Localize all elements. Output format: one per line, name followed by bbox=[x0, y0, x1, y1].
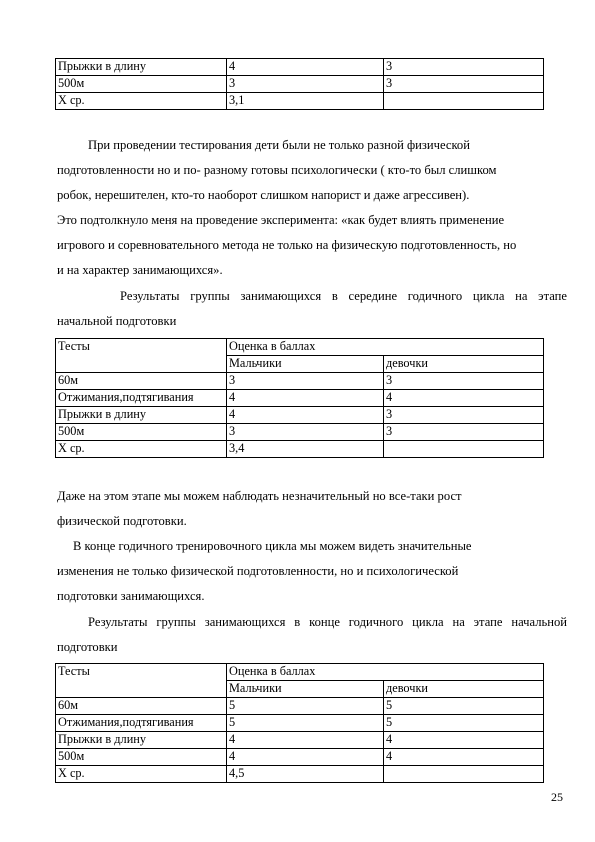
paragraph-line: подготовленности но и по- разному готовы психологически ( кто-то был слишком bbox=[57, 163, 497, 177]
table-row bbox=[56, 766, 544, 783]
table-cell: 4,5 bbox=[227, 766, 384, 783]
table-cell: Прыжки в длину bbox=[56, 732, 227, 749]
table-cell: X ср. bbox=[56, 766, 227, 783]
table-cell: 5 bbox=[227, 715, 384, 732]
table-row bbox=[56, 732, 544, 749]
table-caption: Результаты группы занимающихся в середине годичного цикла на этапе bbox=[120, 289, 567, 303]
table-cell: 3 bbox=[384, 76, 544, 93]
table-cell: 3 bbox=[384, 407, 544, 424]
column-header-boys: Мальчики bbox=[227, 681, 384, 698]
column-header-boys: Мальчики bbox=[227, 356, 384, 373]
results-table-start bbox=[55, 58, 544, 110]
table-row bbox=[56, 407, 544, 424]
table-cell: 3,1 bbox=[227, 93, 384, 110]
column-header-score: Оценка в баллах bbox=[227, 339, 544, 356]
table-cell: 5 bbox=[384, 715, 544, 732]
column-header-tests: Тесты bbox=[56, 664, 227, 698]
table-row bbox=[56, 715, 544, 732]
paragraph-line: Даже на этом этапе мы можем наблюдать незначительный но все-таки рост bbox=[57, 489, 462, 503]
table-caption-line: начальной подготовки bbox=[57, 314, 177, 328]
table-caption: Результаты группы занимающихся в конце годичного цикла на этапе начальной bbox=[88, 615, 567, 629]
results-table-end bbox=[55, 663, 544, 783]
table-row bbox=[56, 373, 544, 390]
column-header-girls: девочки bbox=[384, 356, 544, 373]
table-cell: Отжимания,подтягивания bbox=[56, 390, 227, 407]
table-cell: 60м bbox=[56, 373, 227, 390]
table-header-row bbox=[56, 339, 544, 356]
table-cell: 3 bbox=[384, 373, 544, 390]
table-cell: 4 bbox=[227, 407, 384, 424]
table-cell: Прыжки в длину bbox=[56, 407, 227, 424]
paragraph-line: подготовки занимающихся. bbox=[57, 589, 205, 603]
paragraph-line: В конце годичного тренировочного цикла мы можем видеть значительные bbox=[73, 539, 472, 553]
table-cell: 4 bbox=[384, 749, 544, 766]
table-cell: 4 bbox=[384, 732, 544, 749]
table-cell: X ср. bbox=[56, 441, 227, 458]
table-cell: Прыжки в длину bbox=[56, 59, 227, 76]
table-cell: 4 bbox=[227, 59, 384, 76]
table-cell: 500м bbox=[56, 424, 227, 441]
table-cell bbox=[384, 766, 544, 783]
table-cell: 500м bbox=[56, 76, 227, 93]
table-cell: 60м bbox=[56, 698, 227, 715]
table-caption-line: подготовки bbox=[57, 640, 118, 654]
paragraph-line: Это подтолкнуло меня на проведение эксперимента: «как будет влиять применение bbox=[57, 213, 505, 227]
column-header-score: Оценка в баллах bbox=[227, 664, 544, 681]
table-row bbox=[56, 441, 544, 458]
table-cell bbox=[384, 93, 544, 110]
paragraph-line: физической подготовки. bbox=[57, 514, 187, 528]
table-cell: 4 bbox=[227, 390, 384, 407]
paragraph-line: игрового и соревновательного метода не только на физическую подготовленность, но bbox=[57, 238, 517, 252]
table-row bbox=[56, 390, 544, 407]
table-cell: 3 bbox=[384, 59, 544, 76]
page-number: 25 bbox=[551, 790, 563, 804]
table-cell: 5 bbox=[227, 698, 384, 715]
column-header-tests: Тесты bbox=[56, 339, 227, 373]
table-cell: 5 bbox=[384, 698, 544, 715]
paragraph-line: робок, нерешителен, кто-то наоборот слишком напорист и даже агрессивен). bbox=[57, 188, 470, 202]
table-cell: Отжимания,подтягивания bbox=[56, 715, 227, 732]
table-cell: 4 bbox=[227, 749, 384, 766]
column-header-girls: девочки bbox=[384, 681, 544, 698]
table-cell: X ср. bbox=[56, 93, 227, 110]
table-cell: 3 bbox=[384, 424, 544, 441]
results-table-middle bbox=[55, 338, 544, 458]
table-cell: 500м bbox=[56, 749, 227, 766]
table-row bbox=[56, 93, 544, 110]
table-row bbox=[56, 749, 544, 766]
table-cell: 3 bbox=[227, 424, 384, 441]
table-cell: 4 bbox=[384, 390, 544, 407]
table-row bbox=[56, 59, 544, 76]
table-cell: 3 bbox=[227, 76, 384, 93]
paragraph-line: и на характер занимающихся». bbox=[57, 263, 223, 277]
paragraph-line: изменения не только физической подготовленности, но и психологической bbox=[57, 564, 459, 578]
table-cell bbox=[384, 441, 544, 458]
paragraph-line: При проведении тестирования дети были не только разной физической bbox=[88, 138, 470, 152]
table-cell: 3 bbox=[227, 373, 384, 390]
table-row bbox=[56, 698, 544, 715]
table-header-row bbox=[56, 664, 544, 681]
table-row bbox=[56, 424, 544, 441]
table-row bbox=[56, 76, 544, 93]
table-cell: 4 bbox=[227, 732, 384, 749]
table-cell: 3,4 bbox=[227, 441, 384, 458]
